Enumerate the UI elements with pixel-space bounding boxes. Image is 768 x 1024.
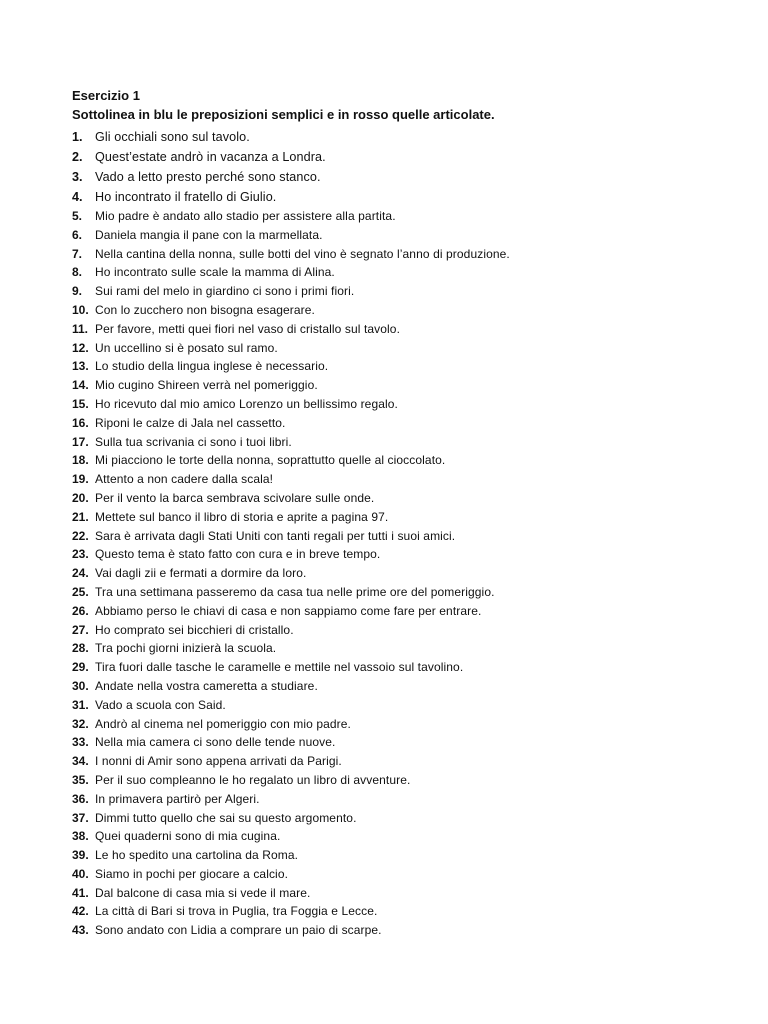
sentence-number: 30. xyxy=(72,678,89,693)
sentence-text: Dimmi tutto quello che sai su questo argomento. xyxy=(95,810,357,825)
sentence-number: 40. xyxy=(72,866,89,881)
sentence-text: Ho incontrato sulle scale la mamma di Alina. xyxy=(95,265,335,280)
sentence-text: Ho comprato sei bicchieri di cristallo. xyxy=(95,622,294,637)
sentence-item xyxy=(72,376,732,395)
sentence-list xyxy=(72,127,732,940)
sentence-number: 22. xyxy=(72,528,89,543)
sentence-item xyxy=(72,226,732,245)
sentence-item xyxy=(72,320,732,339)
sentence-text: Sara è arrivata dagli Stati Uniti con tanti regali per tutti i suoi amici. xyxy=(95,528,456,543)
sentence-text: Per favore, metti quei fiori nel vaso di cristallo sul tavolo. xyxy=(95,321,400,336)
sentence-item xyxy=(72,583,732,602)
sentence-text: Ho ricevuto dal mio amico Lorenzo un bellissimo regalo. xyxy=(95,396,398,411)
sentence-item xyxy=(72,902,732,921)
sentence-text: Daniela mangia il pane con la marmellata. xyxy=(95,227,323,242)
sentence-item xyxy=(72,357,732,376)
sentence-item xyxy=(72,451,732,470)
sentence-number: 13. xyxy=(72,359,89,374)
sentence-number: 15. xyxy=(72,396,89,411)
sentence-number: 10. xyxy=(72,302,89,317)
sentence-number: 9. xyxy=(72,284,83,299)
sentence-text: Ho incontrato il fratello di Giulio. xyxy=(95,190,277,204)
sentence-number: 8. xyxy=(72,265,83,280)
sentence-text: Vado a letto presto perché sono stanco. xyxy=(95,170,321,184)
sentence-text: Quest’estate andrò in vacanza a Londra. xyxy=(95,150,326,164)
sentence-item xyxy=(72,696,732,715)
sentence-item xyxy=(72,602,732,621)
sentence-text: Mi piacciono le torte della nonna, soprattutto quelle al cioccolato. xyxy=(95,453,446,468)
sentence-number: 43. xyxy=(72,923,89,938)
sentence-text: Riponi le calze di Jala nel cassetto. xyxy=(95,415,286,430)
exercise-title: Esercizio 1 xyxy=(72,88,140,103)
sentence-number: 23. xyxy=(72,547,89,562)
sentence-text: Sui rami del melo in giardino ci sono i primi fiori. xyxy=(95,284,355,299)
sentence-number: 32. xyxy=(72,716,89,731)
sentence-number: 41. xyxy=(72,885,89,900)
sentence-item xyxy=(72,621,732,640)
sentence-number: 14. xyxy=(72,378,89,393)
sentence-text: Questo tema è stato fatto con cura e in breve tempo. xyxy=(95,547,381,562)
sentence-number: 16. xyxy=(72,415,89,430)
sentence-text: Vado a scuola con Said. xyxy=(95,697,226,712)
sentence-item xyxy=(72,414,732,433)
sentence-item xyxy=(72,921,732,940)
sentence-number: 36. xyxy=(72,791,89,806)
sentence-item xyxy=(72,508,732,527)
sentence-text: Le ho spedito una cartolina da Roma. xyxy=(95,848,299,863)
sentence-item xyxy=(72,677,732,696)
sentence-item xyxy=(72,282,732,301)
sentence-item xyxy=(72,245,732,264)
sentence-item xyxy=(72,790,732,809)
sentence-number: 21. xyxy=(72,509,89,524)
sentence-text: Per il suo compleanno le ho regalato un libro di avventure. xyxy=(95,772,411,787)
sentence-item xyxy=(72,147,732,167)
sentence-item xyxy=(72,658,732,677)
sentence-text: Attento a non cadere dalla scala! xyxy=(95,472,274,487)
sentence-item xyxy=(72,545,732,564)
sentence-number: 3. xyxy=(72,170,83,184)
sentence-text: Tra una settimana passeremo da casa tua nelle prime ore del pomeriggio. xyxy=(95,584,495,599)
sentence-text: Siamo in pochi per giocare a calcio. xyxy=(95,866,289,881)
sentence-item xyxy=(72,809,732,828)
sentence-item xyxy=(72,884,732,903)
sentence-number: 38. xyxy=(72,829,89,844)
sentence-text: Per il vento la barca sembrava scivolare sulle onde. xyxy=(95,490,375,505)
sentence-item xyxy=(72,527,732,546)
sentence-number: 20. xyxy=(72,490,89,505)
sentence-item xyxy=(72,715,732,734)
sentence-item xyxy=(72,187,732,207)
sentence-text: Tra pochi giorni inizierà la scuola. xyxy=(95,641,277,656)
sentence-text: Andate nella vostra cameretta a studiare. xyxy=(95,678,318,693)
sentence-item xyxy=(72,127,732,147)
sentence-text: Con lo zucchero non bisogna esagerare. xyxy=(95,302,315,317)
sentence-number: 18. xyxy=(72,453,89,468)
sentence-text: Sulla tua scrivania ci sono i tuoi libri. xyxy=(95,434,292,449)
sentence-number: 37. xyxy=(72,810,89,825)
sentence-item xyxy=(72,771,732,790)
sentence-item xyxy=(72,470,732,489)
sentence-text: Nella mia camera ci sono delle tende nuove. xyxy=(95,735,336,750)
sentence-item xyxy=(72,167,732,187)
sentence-text: Gli occhiali sono sul tavolo. xyxy=(95,130,250,144)
sentence-number: 28. xyxy=(72,641,89,656)
sentence-item xyxy=(72,263,732,282)
sentence-item xyxy=(72,433,732,452)
sentence-item xyxy=(72,564,732,583)
sentence-text: Andrò al cinema nel pomeriggio con mio padre. xyxy=(95,716,351,731)
sentence-text: Quei quaderni sono di mia cugina. xyxy=(95,829,281,844)
sentence-number: 4. xyxy=(72,190,83,204)
sentence-number: 6. xyxy=(72,227,83,242)
sentence-text: Tira fuori dalle tasche le caramelle e mettile nel vassoio sul tavolino. xyxy=(95,660,464,675)
sentence-number: 2. xyxy=(72,150,83,164)
sentence-text: In primavera partirò per Algeri. xyxy=(95,791,260,806)
sentence-text: Mio cugino Shireen verrà nel pomeriggio. xyxy=(95,378,318,393)
sentence-text: I nonni di Amir sono appena arrivati da Parigi. xyxy=(95,754,342,769)
sentence-item xyxy=(72,846,732,865)
sentence-text: Dal balcone di casa mia si vede il mare. xyxy=(95,885,311,900)
sentence-text: Sono andato con Lidia a comprare un paio di scarpe. xyxy=(95,923,382,938)
sentence-number: 39. xyxy=(72,848,89,863)
sentence-number: 29. xyxy=(72,660,89,675)
sentence-number: 25. xyxy=(72,584,89,599)
sentence-number: 11. xyxy=(72,321,89,336)
sentence-number: 35. xyxy=(72,772,89,787)
sentence-item xyxy=(72,827,732,846)
sentence-number: 26. xyxy=(72,603,89,618)
sentence-item xyxy=(72,395,732,414)
sentence-number: 24. xyxy=(72,566,89,581)
sentence-item xyxy=(72,207,732,226)
sentence-item xyxy=(72,489,732,508)
sentence-text: Vai dagli zii e fermati a dormire da loro. xyxy=(95,566,307,581)
sentence-item xyxy=(72,752,732,771)
sentence-number: 12. xyxy=(72,340,89,355)
sentence-number: 19. xyxy=(72,472,89,487)
sentence-item xyxy=(72,339,732,358)
sentence-item xyxy=(72,639,732,658)
sentence-text: Mio padre è andato allo stadio per assistere alla partita. xyxy=(95,209,396,223)
sentence-text: Un uccellino si è posato sul ramo. xyxy=(95,340,278,355)
sentence-number: 7. xyxy=(72,246,83,261)
sentence-text: Abbiamo perso le chiavi di casa e non sappiamo come fare per entrare. xyxy=(95,603,482,618)
exercise-instruction: Sottolinea in blu le preposizioni semplici e in rosso quelle articolate. xyxy=(72,107,495,122)
sentence-text: Mettete sul banco il libro di storia e aprite a pagina 97. xyxy=(95,509,389,524)
sentence-number: 34. xyxy=(72,754,89,769)
sentence-number: 27. xyxy=(72,622,89,637)
sentence-text: La città di Bari si trova in Puglia, tra Foggia e Lecce. xyxy=(95,904,378,919)
sentence-text: Nella cantina della nonna, sulle botti del vino è segnato l’anno di produzione. xyxy=(95,246,510,261)
sentence-item xyxy=(72,301,732,320)
sentence-item xyxy=(72,733,732,752)
sentence-number: 42. xyxy=(72,904,89,919)
sentence-number: 17. xyxy=(72,434,89,449)
sentence-item xyxy=(72,865,732,884)
sentence-number: 5. xyxy=(72,209,83,223)
sentence-text: Lo studio della lingua inglese è necessario. xyxy=(95,359,329,374)
document-page xyxy=(72,86,732,940)
sentence-number: 1. xyxy=(72,130,83,144)
sentence-number: 33. xyxy=(72,735,89,750)
sentence-number: 31. xyxy=(72,697,89,712)
